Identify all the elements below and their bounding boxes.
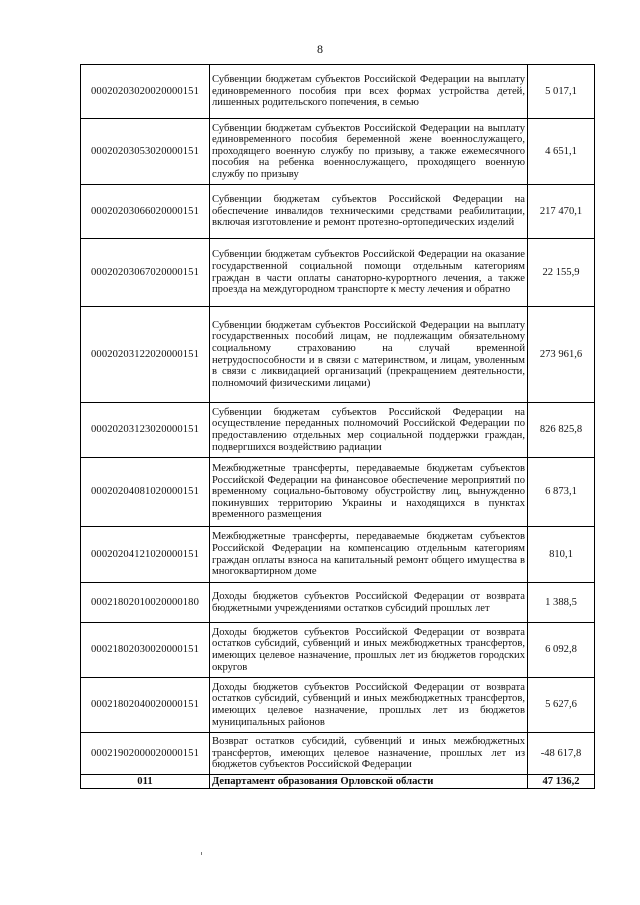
row-description: Доходы бюджетов субъектов Российской Федерации от возврата бюджетными учреждениями остатков субсидий прошлых лет bbox=[210, 583, 528, 623]
row-amount: 273 961,6 bbox=[528, 307, 595, 403]
row-amount: 6 873,1 bbox=[528, 458, 595, 527]
row-amount: 5 017,1 bbox=[528, 65, 595, 119]
row-code: 00020204121020000151 bbox=[81, 527, 210, 583]
row-description: Субвенции бюджетам субъектов Российской Федерации на обеспечение инвалидов техническими средствами реабилитации, включая изготовление и ремонт протезно-ортопедических изделий bbox=[210, 185, 528, 239]
row-code: 00020203053020000151 bbox=[81, 119, 210, 185]
table-row bbox=[81, 583, 595, 623]
table-row bbox=[81, 119, 595, 185]
total-amount: 47 136,2 bbox=[528, 775, 595, 789]
table-row bbox=[81, 678, 595, 733]
row-amount: 1 388,5 bbox=[528, 583, 595, 623]
table-row bbox=[81, 527, 595, 583]
row-code: 00020203123020000151 bbox=[81, 403, 210, 458]
row-code: 00020204081020000151 bbox=[81, 458, 210, 527]
row-code: 00021802030020000151 bbox=[81, 623, 210, 678]
row-description: Межбюджетные трансферты, передаваемые бюджетам субъектов Российской Федерации на компенсацию отдельным категориям граждан оплаты взноса на капитальный ремонт общего имущества в многоквартирном доме bbox=[210, 527, 528, 583]
table-row bbox=[81, 733, 595, 775]
row-amount: 6 092,8 bbox=[528, 623, 595, 678]
row-description: Субвенции бюджетам субъектов Российской Федерации на выплату единовременного пособия при всех формах устройства детей, лишенных родительского попечения, в семью bbox=[210, 65, 528, 119]
row-code: 00020203067020000151 bbox=[81, 239, 210, 307]
row-code: 00020203122020000151 bbox=[81, 307, 210, 403]
total-row bbox=[81, 775, 595, 789]
row-code: 00021802040020000151 bbox=[81, 678, 210, 733]
row-description: Возврат остатков субсидий, субвенций и иных межбюджетных трансфертов, имеющих целевое назначение, прошлых лет из бюджетов субъектов Российской Федерации bbox=[210, 733, 528, 775]
row-amount: 5 627,6 bbox=[528, 678, 595, 733]
row-description: Субвенции бюджетам субъектов Российской Федерации на выплату единовременного пособия беременной жене военнослужащего, проходящего военную службу по призыву, а также ежемесячного пособия на ребенка военнослужащего, проходящего военную службу по призыву bbox=[210, 119, 528, 185]
row-description: Доходы бюджетов субъектов Российской Федерации от возврата остатков субсидий, субвенций и иных межбюджетных трансфертов, имеющих целевое назначение, прошлых лет из бюджетов муниципальных районов bbox=[210, 678, 528, 733]
row-code: 00021802010020000180 bbox=[81, 583, 210, 623]
row-amount: -48 617,8 bbox=[528, 733, 595, 775]
total-description: Департамент образования Орловской области bbox=[210, 775, 528, 789]
row-code: 00020203066020000151 bbox=[81, 185, 210, 239]
scan-artifact bbox=[201, 852, 202, 855]
row-amount: 4 651,1 bbox=[528, 119, 595, 185]
table-row bbox=[81, 623, 595, 678]
row-description: Субвенции бюджетам субъектов Российской Федерации на осуществление переданных полномочий Российской Федерации по предоставлению отдельных мер социальной поддержки граждан, подвергшихся воздействию радиации bbox=[210, 403, 528, 458]
row-amount: 22 155,9 bbox=[528, 239, 595, 307]
budget-table bbox=[80, 64, 595, 789]
table-row bbox=[81, 403, 595, 458]
row-description: Межбюджетные трансферты, передаваемые бюджетам субъектов Российской Федерации на финансовое обеспечение мероприятий по временному социально-бытовому обустройству лиц, вынужденно покинувших территорию Украины и находящихся в пунктах временного размещения bbox=[210, 458, 528, 527]
row-code: 00020203020020000151 bbox=[81, 65, 210, 119]
total-code: 011 bbox=[81, 775, 210, 789]
row-description: Субвенции бюджетам субъектов Российской Федерации на выплату государственных пособий лицам, не подлежащим обязательному социальному страхованию на случай временной нетрудоспособности и в связи с материнством, и лицам, уволенным в связи с ликвидацией организаций (прекращением деятельности, полномочий физическими лицами) bbox=[210, 307, 528, 403]
row-amount: 810,1 bbox=[528, 527, 595, 583]
row-amount: 217 470,1 bbox=[528, 185, 595, 239]
row-amount: 826 825,8 bbox=[528, 403, 595, 458]
page-number: 8 bbox=[317, 42, 323, 56]
table-row bbox=[81, 307, 595, 403]
table-row bbox=[81, 65, 595, 119]
table-row bbox=[81, 458, 595, 527]
row-description: Субвенции бюджетам субъектов Российской Федерации на оказание государственной социальной помощи отдельным категориям граждан в части оплаты санаторно-курортного лечения, а также проезда на междугородном транспорте к месту лечения и обратно bbox=[210, 239, 528, 307]
table-row bbox=[81, 239, 595, 307]
row-description: Доходы бюджетов субъектов Российской Федерации от возврата остатков субсидий, субвенций и иных межбюджетных трансфертов, имеющих целевое назначение, прошлых лет из бюджетов городских округов bbox=[210, 623, 528, 678]
table-row bbox=[81, 185, 595, 239]
row-code: 00021902000020000151 bbox=[81, 733, 210, 775]
